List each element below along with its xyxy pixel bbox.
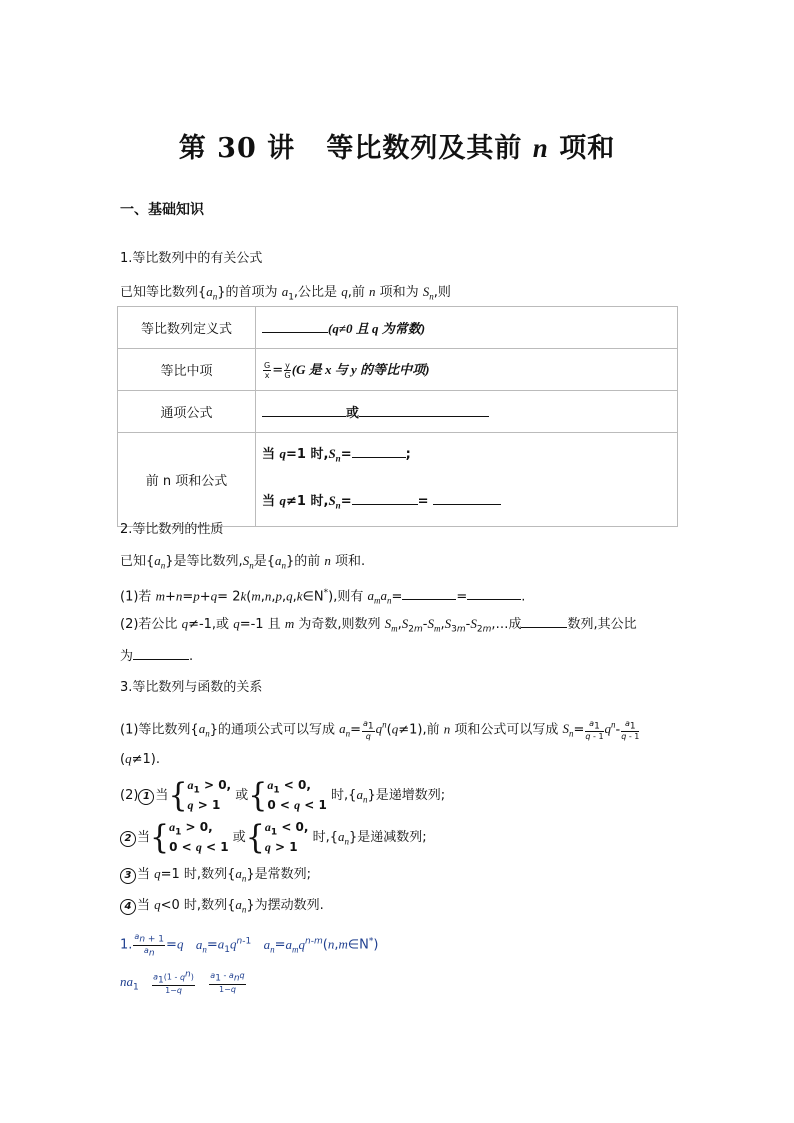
subsection-heading-2: 2.等比数列的性质 (120, 522, 224, 537)
table-label: 等比数列定义式 (118, 307, 256, 349)
or-text: 或 (346, 406, 360, 421)
table-row (118, 391, 678, 433)
monotonic-case-1: (2) 1 当{$a_1 > 0$, q > 1 或{$a_1 < 0$, 0 < q < 1 时$,\{a_n\}$是递增数列; (120, 775, 446, 815)
table-row (118, 349, 678, 391)
answer-line-2: $na_1$ $\frac{a_1(1 - q^n)}{1-q}$ $\frac{a_1 - a_nq}{1-q}$ (120, 969, 245, 996)
table-content: 当 q=1 时$,S_n=$ ; 当 q≠1 时$,S_n=$ = (256, 433, 678, 527)
function-relation-1: (1)等比数列$\{a_n\}$的通项公式可以写成 $a_n=$ $\frac{a_1}{q}$ $q^n(q\ne 1)$,前 n 项和公式可以写成 $S_n=$ $\frac{a_1}{q - 1}$ $q^n-$ $\frac{a_1}{q - 1}$ (120, 718, 640, 742)
section-heading: 一、基础知识 (120, 202, 204, 218)
property-1: (1)若 m+n=p+q= 2k(m,n,p,q,k∈N*),则有 $a_ma_n=$ = . (120, 588, 526, 606)
answer-line-1: 1. $\frac{a_{n + 1}}{a_n}$ =q $a_n=a_1q^{n-1}$ $a_n=a_mq^{n-m}(n,m\in N^*)$ (120, 932, 379, 959)
monotonic-case-2: 2 当{$a_1 > 0$, 0 < q < 1 或{$a_1 < 0$, q > 1 时$,\{a_n\}$是递减数列; (120, 820, 427, 855)
table-row (118, 433, 678, 527)
table-label: 等比中项 (118, 349, 256, 391)
monotonic-case-3: 3 当 q=1 时,数列$\{a_n\}$是常数列; (120, 865, 311, 888)
property-2: (2)若公比 q≠-1,或 q=-1 且 m 为奇数,则数列 $S_m,S_{2m}-S_m,S_{3m}-S_{2m},\dots$成 数列,其公比 (120, 616, 637, 635)
page-title: 第 30 讲 等比数列及其前 n 项和 (178, 133, 616, 164)
table-label: 通项公式 (118, 391, 256, 433)
function-relation-1-cont: (q≠1). (120, 751, 160, 767)
table-content (256, 391, 678, 433)
table-content: $\frac{G}{x}$ = $\frac{y}{G}$ (G 是 x 与 y 的等比中项) (256, 349, 678, 391)
table-row (118, 307, 678, 349)
property-intro: 已知$\{a_n\}$是等比数列$,S_n$是$\{a_n\}$的前 n 项和. (120, 553, 366, 571)
monotonic-case-4: 4 当 q<0 时,数列$\{a_n\}$为摆动数列. (120, 896, 324, 919)
formula-table (117, 306, 678, 527)
table-label: 前 n 项和公式 (118, 433, 256, 527)
subsection-heading-3: 3.等比数列与函数的关系 (120, 680, 263, 695)
subsection-heading-1: 1.等比数列中的有关公式 (120, 251, 263, 266)
intro-line: 已知等比数列$\{a_n\}$的首项为 $a_1$,公比是 q,前 n 项和为 $S_n$,则 (120, 284, 451, 303)
property-2-cont: 为 . (120, 649, 194, 664)
table-content: (q≠0 且 q 为常数) (256, 307, 678, 349)
